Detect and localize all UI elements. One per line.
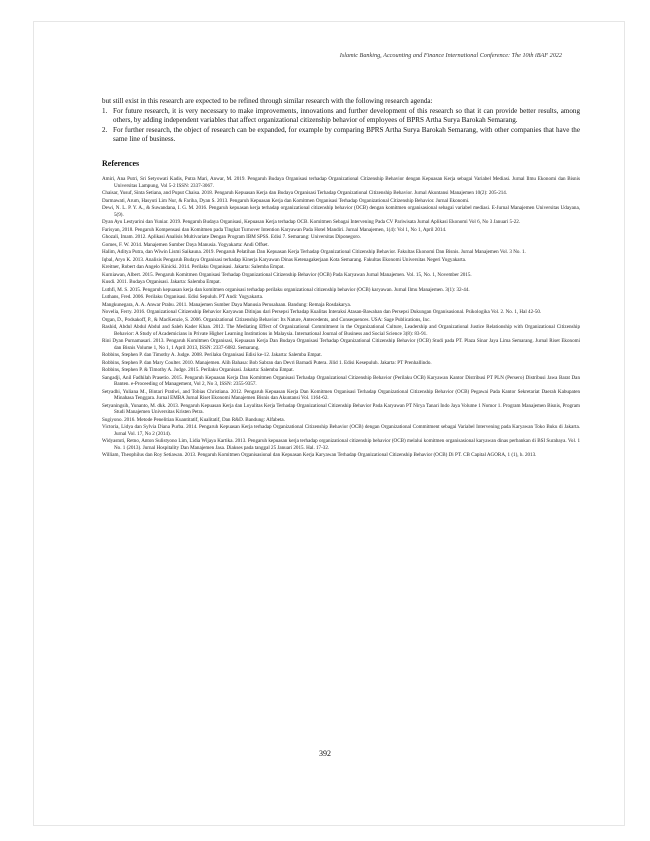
recommendation-item: [102, 126, 580, 144]
reference-entry: Setyadhi, Yuliana M., Bintari Pratiwi, and Tobias Christiana. 2012. Pengaruh Kepuasan Kerja Dan Komitmen Organisasi Terhadap Organizational Citizenship Behavior (OCB) Pegawai Pada Kantor Sekretariat Daerah Kabupaten Minahasa Tenggara. Jurnal EMBA Jurnal Riset Ekonomi Manajemen Bisnis dan Akuntansi Vol. 1164-62.: [102, 388, 580, 401]
recommendations-list: [102, 107, 580, 144]
reference-entry: Rashid, Abdul Abdul Abdul and Saleh Kader Khan. 2012. The Mediating Effect of Organizational Commitment in the Organizational Culture, Leadership and Organizational Justice Relationship with Organizational Citizenship Behavior: A Study of Academicians in Private Higher Learning Institutions in Malaysia. International Journal of Business and Social Science 3(8): 83-91.: [102, 324, 580, 337]
reference-entry: Darmawati, Arum, Hasyuti Lim Nur, & Fariha, Dyan S. 2013. Pengaruh Kepuasan Kerja dan Komitmen Organisasi Terhadap Organizational Citizenship Behavior. Jurnal Ekonomi.: [102, 197, 470, 204]
reference-entry: Luthans, Fred. 2006. Perilaku Organisasi. Edisi Sepuluh. PT Andi: Yogyakarta.: [102, 294, 264, 300]
reference-entry: Sugiyono. 2016. Metode Penelitian Kuantitatif, Kualitatif, Dan R&D. Bandung: Alfabeta.: [102, 416, 285, 423]
reference-entry: Novelia, Ferry. 2016. Organizational Citizenship Behavior Karyawan Ditinjau dari Persepsi Terhadap Kualitas Interaksi Atasan-Bawahan dan Persepsi Dukungan Organisasional. Psikologika Vol. 2. No. 1, Hal 42-50.: [102, 309, 542, 315]
reference-entry: Kusdi. 2011. Budaya Organisasi. Jakarta: Salemba Empat.: [102, 279, 221, 285]
recommendation-number: 2.: [102, 126, 108, 134]
reference-entry: Victoria, Lidya dan Sylvia Diana Purba. 2014. Pengaruh Kepuasan Kerja terhadap Organizational Citizenship Behavior (OCB) dengan Organizational Commitment sebagai Variabel Intervening pada Karyawan Toko Buku di Jakarta. Jurnal Vol. 17, No 2 (2014).: [102, 424, 580, 437]
reference-entry: Dewi, N. L. P. Y. A., & Suwandana, I. G. M. 2016. Pengaruh kepuasan kerja terhadap organizational citizenship behavior (OCB) dengan komitmen organisasional sebagai variabel mediasi. E-Jurnal Manajemen Universitas Udayana, 5(9).: [102, 205, 580, 218]
reference-entry: Luthfi, M. S. 2015. Pengaruh kepuasan kerja dan komitmen organisasi terhadap perilaku organizational citizenship behavior (OCB) karyawan. Jurnal Ilmu Manajemen. 3(1): 32-44.: [102, 286, 470, 293]
reference-entry: Robbins, Stephen P. & Timothy A. Judge. 2015. Perilaku Organisasi. Jakarta: Salemba Empat.: [102, 367, 294, 373]
running-header: Islamic Banking, Accounting and Finance International Conference: The 10th iBAF 2022: [339, 52, 562, 59]
reference-entry: Kurniawan, Albert. 2015. Pengaruh Komitmen Organisasi Terhadap Organizational Citizenship Behavior (OCB) Pada Karyawan Jurnal Manajemen. Vol. 15, No. 1, November 2015.: [102, 271, 472, 278]
reference-entry: Organ, D., Podsakoff, P., & MacKenzie, S. 2006. Organizational Citizenship Behavior: Its Nature, Antecedents, and Consequences. USA: Sage Publications, Inc.: [102, 316, 431, 323]
recommendation-number: 1.: [102, 107, 108, 115]
reference-entry: Chaisar, Yusuf, Sinta Setiana, and Puput Chaisa. 2018. Pengaruh Kepuasan Kerja dan Budaya Organisasi Terhadap Organizational Citizenship Behavior. Jurnal Akuntansi Manajemen 10(2): 205-214.: [102, 190, 508, 196]
reference-entry: Farisyan, 2018. Pengaruh Kompensasi dan Komitmen pada Tingkat Turnover Intention Karyawan Pada Hotel Mandiri. Jurnal Manajemen, 1(4): Vol 1, No 1, April 2014.: [102, 226, 447, 233]
reference-entry: Gomes, F. W. 2014. Manajemen Sumber Daya Manusia. Yogyakarta: Andi Offset.: [102, 241, 269, 248]
reference-entry: Setyaningsih, Yunanto, M. dkk. 2013. Pengaruh Kepuasan Kerja dan Loyalitas Kerja Terhadap Organizational Citizenship Behavior Pada Karyawan PT Nirya Tanari Indo Jaya Volume 1 Nomor 1. Program Manajemen Bisnis, Program Studi Manajemen Universitas Kristen Petra.: [102, 402, 580, 415]
page-number: 392: [319, 749, 331, 758]
reference-entry: Robbins, Stephen P. dan Mary Coulter. 2010. Manajemen. Alih Bahasa: Bob Sabran dan Devri Barnadi Putera. Jilid 1. Edisi Kesepuluh. Jakarta: PT Prenhallindo.: [102, 359, 432, 366]
page-content: [102, 97, 580, 460]
reference-entry: Kreitner, Robert dan Angelo Kinicki. 2014. Perilaku Organisasi. Jakarta: Salemba Empat.: [102, 264, 285, 270]
reference-entry: Robbins, Stephen P. dan Timothy A. Judge. 2008. Perilaku Organisasi Edisi ke-12. Jakarta: Salemba Empat.: [102, 352, 322, 358]
references-list: [102, 176, 580, 459]
reference-entry: William, Theophilus dan Roy Setiawan. 2013. Pengaruh Komitmen Organisasional dan Kepuasan Kerja Karyawan Terhadap Organizational Citizenship Behavior (OCB) Di PT. CB Capital AGORA, 1 (1), h. 2013.: [102, 452, 537, 458]
reference-entry: Rini Dyan Purnamasari. 2013. Pengaruh Komitmen Organisasi, Kepuasan Kerja Dan Budaya Organisasi Terhadap Organizational Citizenship Behavior (OCB) Studi pada PT. Plaza Sinar Jaya Lima Semarang. Jurnal Riset Ekonomi dan Bisnis Volume 1, No 1, 1 April 2013, ISSN: 2337-6082. Semarang.: [102, 338, 580, 351]
recommendation-item: [102, 107, 580, 125]
reference-entry: Widyastuti, Retno, Anton Sulistyono Lim, Lidia Wijaya Kartika. 2013. Pengaruh kepuasan kerja terhadap organizational citizenship behavior (OCB) melalui komitmen organisasional karyawan dinas perbankan di BSI Surabaya. Vol. 1 No. 1 (2013). Jurnal Hospitality Dan Manajemen Jasa. Diakses pada tanggal 25 Januari 2015. Hal. 17-32.: [102, 438, 580, 451]
reference-entry: Amiri, Ana Putri, Sri Setyowati Kadis, Putra Mari, Anwar, M. 2019. Pengaruh Budaya Organisasi terhadap Organizational Citizenship Behavior dengan Kepuasan Kerja sebagai Variabel Mediasi. Jurnal Ilmu Ekonomi dan Bisnis Universitas Lampung, Vol 5-2 ISSN: 2337-3067.: [102, 176, 580, 189]
reference-entry: Iqbal, Aryo K. 2013. Analisis Pengaruh Budaya Organisasi terhadap Kinerja Karyawan Dinas Ketenagakerjaan Kota Semarang. Fakultas Ekonomi Universitas Negeri Yogyakarta.: [102, 256, 467, 263]
reference-entry: Sangadji, Anil Fadhilah Prasetio. 2015. Pengaruh Kepuasan Kerja Dan Komitmen Organisasi Terhadap Organizational Citizenship Behavior (Perilaku OCB) Karyawan Kantor Distribusi PT PLN (Persero) Distribusi Jawa Barat Dan Banten. e-Proceeding of Management, Vol 2, No 3, ISSN: 2355-9357.: [102, 374, 580, 387]
recommendation-text: For future research, it is very necessary to make improvements, innovations and further development of this research so that it can provide better results, among others, by adding independent variables that affect organizational citizenship behavior of employees of BPRS Artha Surya Barokah Semarang.: [113, 107, 580, 124]
reference-entry: Ghozali, Imam. 2012. Aplikasi Analisis Multivariate Dengan Program IBM SPSS. Edisi 7. Semarang: Universitas Diponegoro.: [102, 234, 361, 240]
intro-paragraph: but still exist in this research are expected to be refined through similar research with the following research agenda:: [102, 97, 433, 105]
recommendation-text: For further research, the object of research can be expanded, for example by comparing BPRS Artha Surya Barokah Semarang, with other companies that have the same line of business.: [113, 126, 580, 143]
references-heading: References: [102, 159, 140, 168]
reference-entry: Mangkunegara, A. A. Anwar Prabu. 2011. Manajemen Sumber Daya Manusia Perusahaan. Bandung: Remaja Rosdakarya.: [102, 301, 352, 308]
reference-entry: Halim, Aditya Putra, dan Wiwin Lismi Saikauna. 2019. Pengaruh Pelatihan Dan Kepuasan Kerja Terhadap Organizational Citizenship Behavior. Fakultas Ekonomi Dan Bisnis. Jurnal Manajemen Vol. 3 No. 1.: [102, 249, 526, 255]
reference-entry: Dyan Ayu Lestyarini dan Yuniar. 2019. Pengaruh Budaya Organisasi, Kepuasan Kerja terhadap OCB. Komitmen Sebagai Intervening Pada CV Pariwisata Jurnal Aplikasi Ekonomi Vol 6, No 3 Januari 5-22.: [102, 219, 521, 225]
